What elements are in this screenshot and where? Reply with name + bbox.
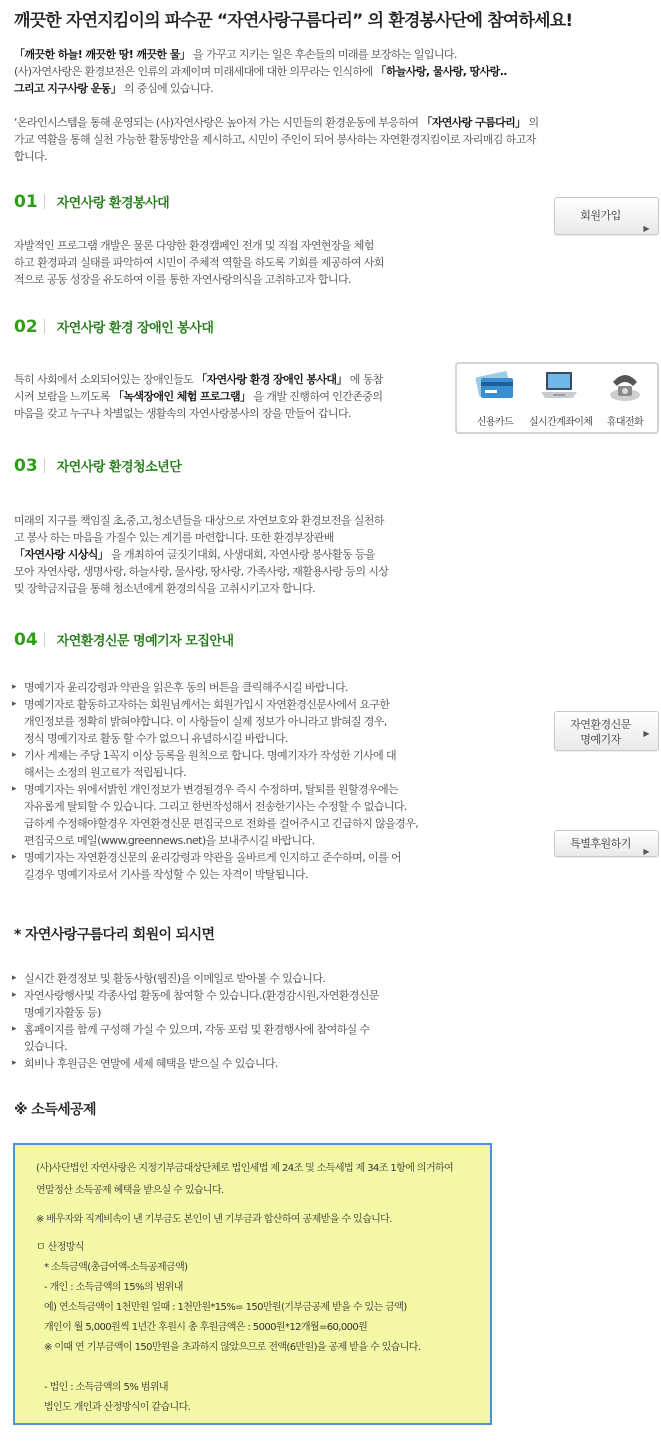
page-title: 깨끗한 자연지킴이의 파수꾼 “자연사랑구름다리” 의 환경봉사단에 참여하세요!: [14, 11, 573, 31]
member-benefits-list: [12, 970, 432, 1072]
section-02-body: [14, 371, 454, 422]
intro-text: 의: [528, 116, 539, 129]
intro-text: 가교 역활을 통해 실천 가능한 활동방안을 제시하고, 시민이 주인이 되어 봉사하는 자연환경지킴이로 자리매김 하고자: [14, 133, 536, 146]
item-text: 있습니다.: [24, 1040, 68, 1053]
item-text: 명예기자는 자연환경신문의 윤리강령과 약관을 올바르게 인지하고 준수하며, 이를 어: [24, 851, 401, 864]
body-line: 고 봉사 하는 마음을 가질수 있는 계기를 마련합니다. 또한 환경부장관배: [14, 531, 334, 544]
list-item: [12, 696, 462, 747]
intro-text: 의 중심에 있습니다.: [124, 82, 213, 95]
button-label: 특별후원하기: [570, 837, 631, 850]
laptop-icon: [537, 368, 581, 404]
item-text: 자유롭게 탈퇴할 수 있습니다. 그리고 한번작성해서 전송한기사는 수정할 수 없습니다.: [24, 800, 407, 813]
section-02-heading: [14, 317, 213, 337]
body-emphasis: 「자연사랑 시상식」: [14, 548, 109, 561]
tax-line: 예) 연소득금액이 1천만원 일때 : 1천만원*15%= 150만원(기부금공제 받을 수 있는 금액): [44, 1302, 407, 1313]
tax-line: - 법인 : 소득금액의 5% 범위내: [44, 1382, 168, 1393]
intro-text: (사)자연사랑은 환경보전은 인류의 과제이며 미래세대에 대한 의무라는 인식하에: [14, 65, 373, 78]
intro-text: 을 가꾸고 지키는 일은 후손들의 미래를 보장하는 일입니다.: [193, 48, 457, 61]
item-text: 실시간 환경정보 및 활동사항(웹진)을 이메일로 받아볼 수 있습니다.: [24, 972, 326, 985]
item-text: 명예기자 윤리강령과 약관을 읽은후 동의 버튼을 클릭해주시길 바랍니다.: [24, 681, 348, 694]
list-item: [12, 747, 462, 781]
section-01-body: [14, 237, 434, 288]
intro-paragraph-1: [14, 46, 614, 97]
button-label: 자연환경신문: [570, 718, 631, 731]
item-text: 홈페이지를 함께 구성해 가실 수 있으며, 각동 포럼 및 환경행사에 참여하실 수: [24, 1023, 370, 1036]
list-item: [12, 1055, 432, 1072]
divider: [44, 319, 45, 334]
item-text: 자연사랑행사및 각종사업 활동에 참여할 수 있습니다.(환경감시원,자연환경신문: [24, 989, 379, 1002]
arrow-right-icon: ▶: [643, 729, 649, 738]
body-line: 미래의 지구를 책임질 초,중,고,청소년들을 대상으로 자연보호와 환경보전을 실천하: [14, 514, 384, 527]
payment-credit-card[interactable]: [465, 368, 525, 428]
list-item: [12, 1021, 432, 1055]
intro-emphasis: 그리고 지구사랑 운동」: [14, 82, 122, 95]
item-text: 개인정보를 정확히 밝혀야합니다. 이 사항들이 실제 정보가 아니라고 밝혀질 경우,: [24, 715, 387, 728]
list-item: [12, 970, 432, 987]
section-number: 04: [14, 630, 38, 650]
payment-label: 휴대전화: [606, 417, 644, 428]
reporter-guidelines-list: [12, 679, 462, 883]
item-text: 명예기자는 위에서밝힌 개인정보가 변경될경우 즉시 수정하며, 탈퇴를 원할경우에는: [24, 783, 399, 796]
item-text: 길경우 명예기자로서 기사를 작성할 수 있는 자격이 박탈됩니다.: [24, 868, 308, 881]
list-item: [12, 987, 432, 1021]
payment-methods-panel: [455, 362, 659, 434]
section-04-heading: [14, 630, 234, 650]
list-item: [12, 849, 462, 883]
body-emphasis: 「자연사랑 환경 장애인 봉사대」: [196, 373, 347, 386]
body-text: 에 동참: [349, 373, 383, 386]
item-text: 급하게 수정해야할경우 자연환경신문 편집국으로 전화를 걸어주시고 긴급하지 않을경우,: [24, 817, 419, 830]
list-item: [12, 679, 462, 696]
intro-paragraph-2: [14, 114, 624, 165]
body-line: 모아 자연사랑, 생명사랑, 하늘사랑, 물사랑, 땅사랑, 가족사랑, 재활용사랑 등의 시상: [14, 565, 389, 578]
section-01-heading: [14, 192, 169, 212]
item-text: 해서는 소정의 원고료가 적립됩니다.: [24, 766, 186, 779]
list-item: [12, 781, 462, 849]
section-number: 01: [14, 192, 38, 212]
item-text: 명예기자활동 등): [24, 1006, 101, 1019]
section-03-heading: [14, 456, 181, 476]
section-number: 03: [14, 456, 38, 476]
section-title: 자연사랑 환경 장애인 봉사대: [56, 321, 214, 336]
join-button-label: 회원가입: [580, 209, 621, 222]
divider: [44, 194, 45, 209]
member-benefits-title: * 자연사랑구름다리 회원이 되시면: [14, 927, 215, 943]
phone-icon: [603, 368, 647, 404]
tax-line: ※ 배우자와 직계비속이 낸 기부금도 본인이 낸 기부금과 합산하여 공제받을 수 있습니다.: [36, 1214, 392, 1225]
tax-deduction-title: ※ 소득세공제: [14, 1102, 96, 1118]
section-03-body: [14, 512, 454, 597]
honorary-reporter-button[interactable]: [554, 711, 659, 751]
payment-bank-transfer[interactable]: [529, 368, 593, 428]
join-button[interactable]: [554, 197, 659, 235]
intro-slogan: 「깨끗한 하늘! 깨끗한 땅! 깨끗한 물」: [14, 48, 191, 61]
arrow-right-icon: ▶: [643, 224, 649, 233]
item-text: 기사 게제는 주당 1꼭지 이상 등록을 원칙으로 합니다. 명예기자가 작성한 기사에 대: [24, 749, 397, 762]
payment-label: 신용카드: [476, 417, 514, 428]
intro-text: ‘온라인시스템을 통해 운영되는 (사)자연사랑은 높아져 가는 시민들의 환경운동에 부응하여: [14, 116, 419, 129]
tax-line: - 개인 : 소득금액의 15%의 범위내: [44, 1282, 183, 1293]
item-text: 편집국으로 메일(www.greennews.net)을 보내주시길 바랍니다.: [24, 834, 315, 847]
tax-deduction-box: [13, 1143, 492, 1425]
section-number: 02: [14, 317, 38, 337]
section-title: 자연사랑 환경봉사대: [56, 196, 170, 211]
tax-line: 법인도 개인과 산정방식이 같습니다.: [44, 1402, 191, 1413]
body-text: 시켜 보람을 느끼도록: [14, 390, 111, 403]
item-text: 회비나 후원금은 연말에 세제 혜택을 받으실 수 있습니다.: [24, 1057, 278, 1070]
body-line: 자발적인 프로그램 개발은 물론 다양한 환경캠페인 전개 및 직접 자연현장을 체험: [14, 239, 374, 252]
credit-card-icon: [473, 368, 517, 404]
tax-line: ㅁ 산정방식: [36, 1242, 84, 1253]
payment-mobile-phone[interactable]: [595, 368, 655, 428]
button-label: 명예기자: [580, 733, 621, 746]
tax-line: (사)사단법인 자연사랑은 지정기부금대상단체로 법인세법 제 24조 및 소득세법 제 34조 1항에 의거하여: [36, 1163, 454, 1174]
tax-line: 개인이 월 5,000원씩 1년간 후원시 총 후원금액은 : 5000원*12개월=60,000원: [44, 1322, 368, 1333]
arrow-right-icon: ▶: [643, 846, 649, 856]
tax-line: * 소득금액(총급여액-소득공제금액): [44, 1262, 188, 1273]
special-donation-button[interactable]: [554, 830, 659, 857]
payment-label: 실시간계좌이체: [529, 417, 593, 428]
intro-text: 합니다.: [14, 150, 47, 163]
intro-emphasis: 「하늘사랑, 물사랑, 땅사랑..: [375, 65, 507, 78]
body-text: 을 개최하여 글짓기대회, 사생대회, 자연사랑 봉사활동 등을: [111, 548, 375, 561]
body-text: 특히 사회에서 소외되어있는 장애인들도: [14, 373, 194, 386]
body-line: 및 장학금지급을 통해 청소년에게 환경의식을 고취시키고자 합니다.: [14, 582, 316, 595]
body-line: 적으로 공동 성장을 유도하여 이를 통한 자연사랑의식을 고취하고자 합니다.: [14, 273, 351, 286]
item-text: 정식 명예기자로 활동 할 수가 없으니 유념하시길 바랍니다.: [24, 732, 288, 745]
body-line: 하고 환경파괴 실태를 파악하여 시민이 주체적 역할을 하도록 기회를 제공하여 사회: [14, 256, 384, 269]
divider: [44, 458, 45, 473]
body-emphasis: 「녹색장애인 체험 프로그램」: [112, 390, 251, 403]
intro-emphasis: 「자연사랑 구름다리」: [421, 116, 526, 129]
tax-line: ※ 이때 연 기부금액이 150만원을 초과하지 않았으므로 전액(6만원)을 공제 받을 수 있습니다.: [44, 1342, 421, 1353]
body-text: 을 개발 진행하여 인간존중의: [253, 390, 383, 403]
body-line: 마음을 갖고 누구나 차별없는 생활속의 자연사랑봉사의 장을 만들어 갑니다.: [14, 407, 351, 420]
section-title: 자연환경신문 명예기자 모집안내: [56, 634, 234, 649]
item-text: 명예기자로 활동하고자하는 회원님께서는 회원가입시 자연환경신문사에서 요구한: [24, 698, 390, 711]
section-title: 자연사랑 환경청소년단: [56, 460, 182, 475]
tax-line: 연말정산 소득공제 혜택을 받으실 수 있습니다.: [36, 1185, 224, 1196]
divider: [44, 632, 45, 647]
